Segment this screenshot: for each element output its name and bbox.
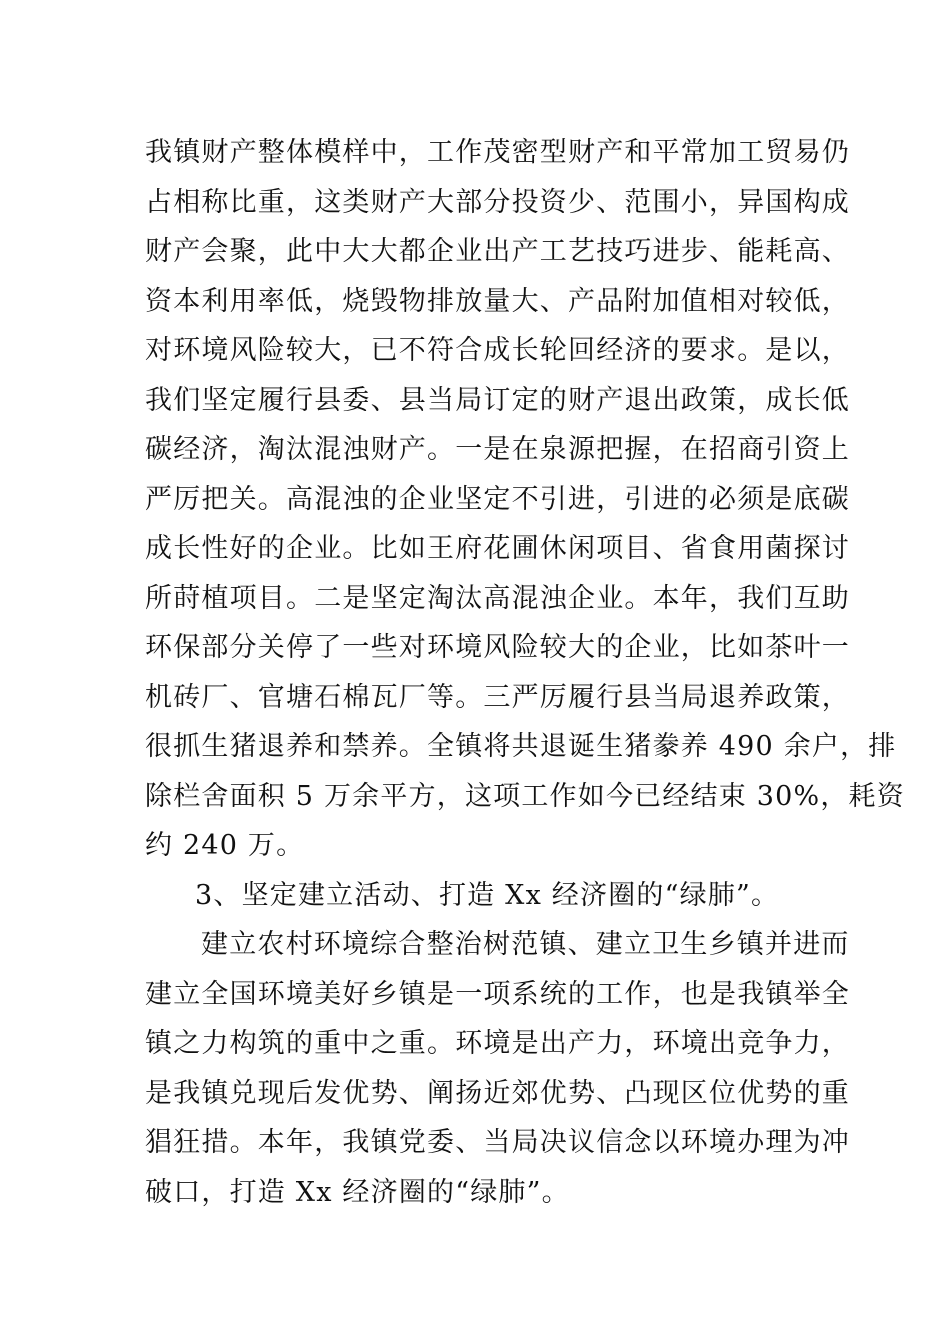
text-line: 建立农村环境综合整治树范镇、建立卫生乡镇并进而 xyxy=(201,929,850,960)
text-line: 所莳植项目。二是坚定淘汰高混浊企业。本年，我们互助 xyxy=(145,582,850,614)
text-line: 除栏舍面积 5 万余平方，这项工作如今已经结束 30%，耗资 xyxy=(145,780,905,812)
text-line: 我们坚定履行县委、县当局订定的财产退出政策，成长低 xyxy=(145,384,850,416)
text-line: 很抓生猪退养和禁养。全镇将共退诞生猪豢养 490 余户，排 xyxy=(145,731,897,762)
text-line: 猖狂措。本年，我镇党委、当局决议信念以环境办理为冲 xyxy=(145,1127,850,1158)
text-line: 是我镇兑现后发优势、阐扬近郊优势、凸现区位优势的重 xyxy=(145,1077,850,1109)
text-line: 建立全国环境美好乡镇是一项系统的工作，也是我镇举全 xyxy=(145,978,850,1010)
text-line: 破口，打造 Xx 经济圈的“绿肺”。 xyxy=(145,1176,570,1208)
section-heading: 3、坚定建立活动、打造 Xx 经济圈的“绿肺”。 xyxy=(195,879,780,911)
text-line: 对环境风险较大，已不符合成长轮回经济的要求。是以， xyxy=(145,335,850,366)
text-line: 占相称比重，这类财产大部分投资少、范围小，异国构成 xyxy=(145,186,850,218)
paragraph-1 xyxy=(145,128,905,871)
text-line: 资本利用率低，烧毁物排放量大、产品附加值相对较低， xyxy=(145,285,850,317)
document-body xyxy=(145,128,905,1217)
text-line: 环保部分关停了一些对环境风险较大的企业，比如茶叶一 xyxy=(145,632,850,663)
text-line: 机砖厂、官塘石棉瓦厂等。三严厉履行县当局退养政策， xyxy=(145,681,850,713)
text-line: 镇之力构筑的重中之重。环境是出产力，环境出竞争力， xyxy=(145,1028,850,1059)
text-line: 成长性好的企业。比如王府花圃休闲项目、省食用菌探讨 xyxy=(145,533,850,564)
paragraph-2 xyxy=(145,920,850,1217)
text-line: 碳经济，淘汰混浊财产。一是在泉源把握，在招商引资上 xyxy=(145,434,850,465)
text-line: 严厉把关。高混浊的企业坚定不引进，引进的必须是底碳 xyxy=(145,483,850,515)
text-line: 约 240 万。 xyxy=(145,830,305,861)
text-line: 我镇财产整体模样中，工作茂密型财产和平常加工贸易仍 xyxy=(145,137,850,168)
text-line: 财产会聚，此中大大都企业出产工艺技巧进步、能耗高、 xyxy=(145,236,850,267)
